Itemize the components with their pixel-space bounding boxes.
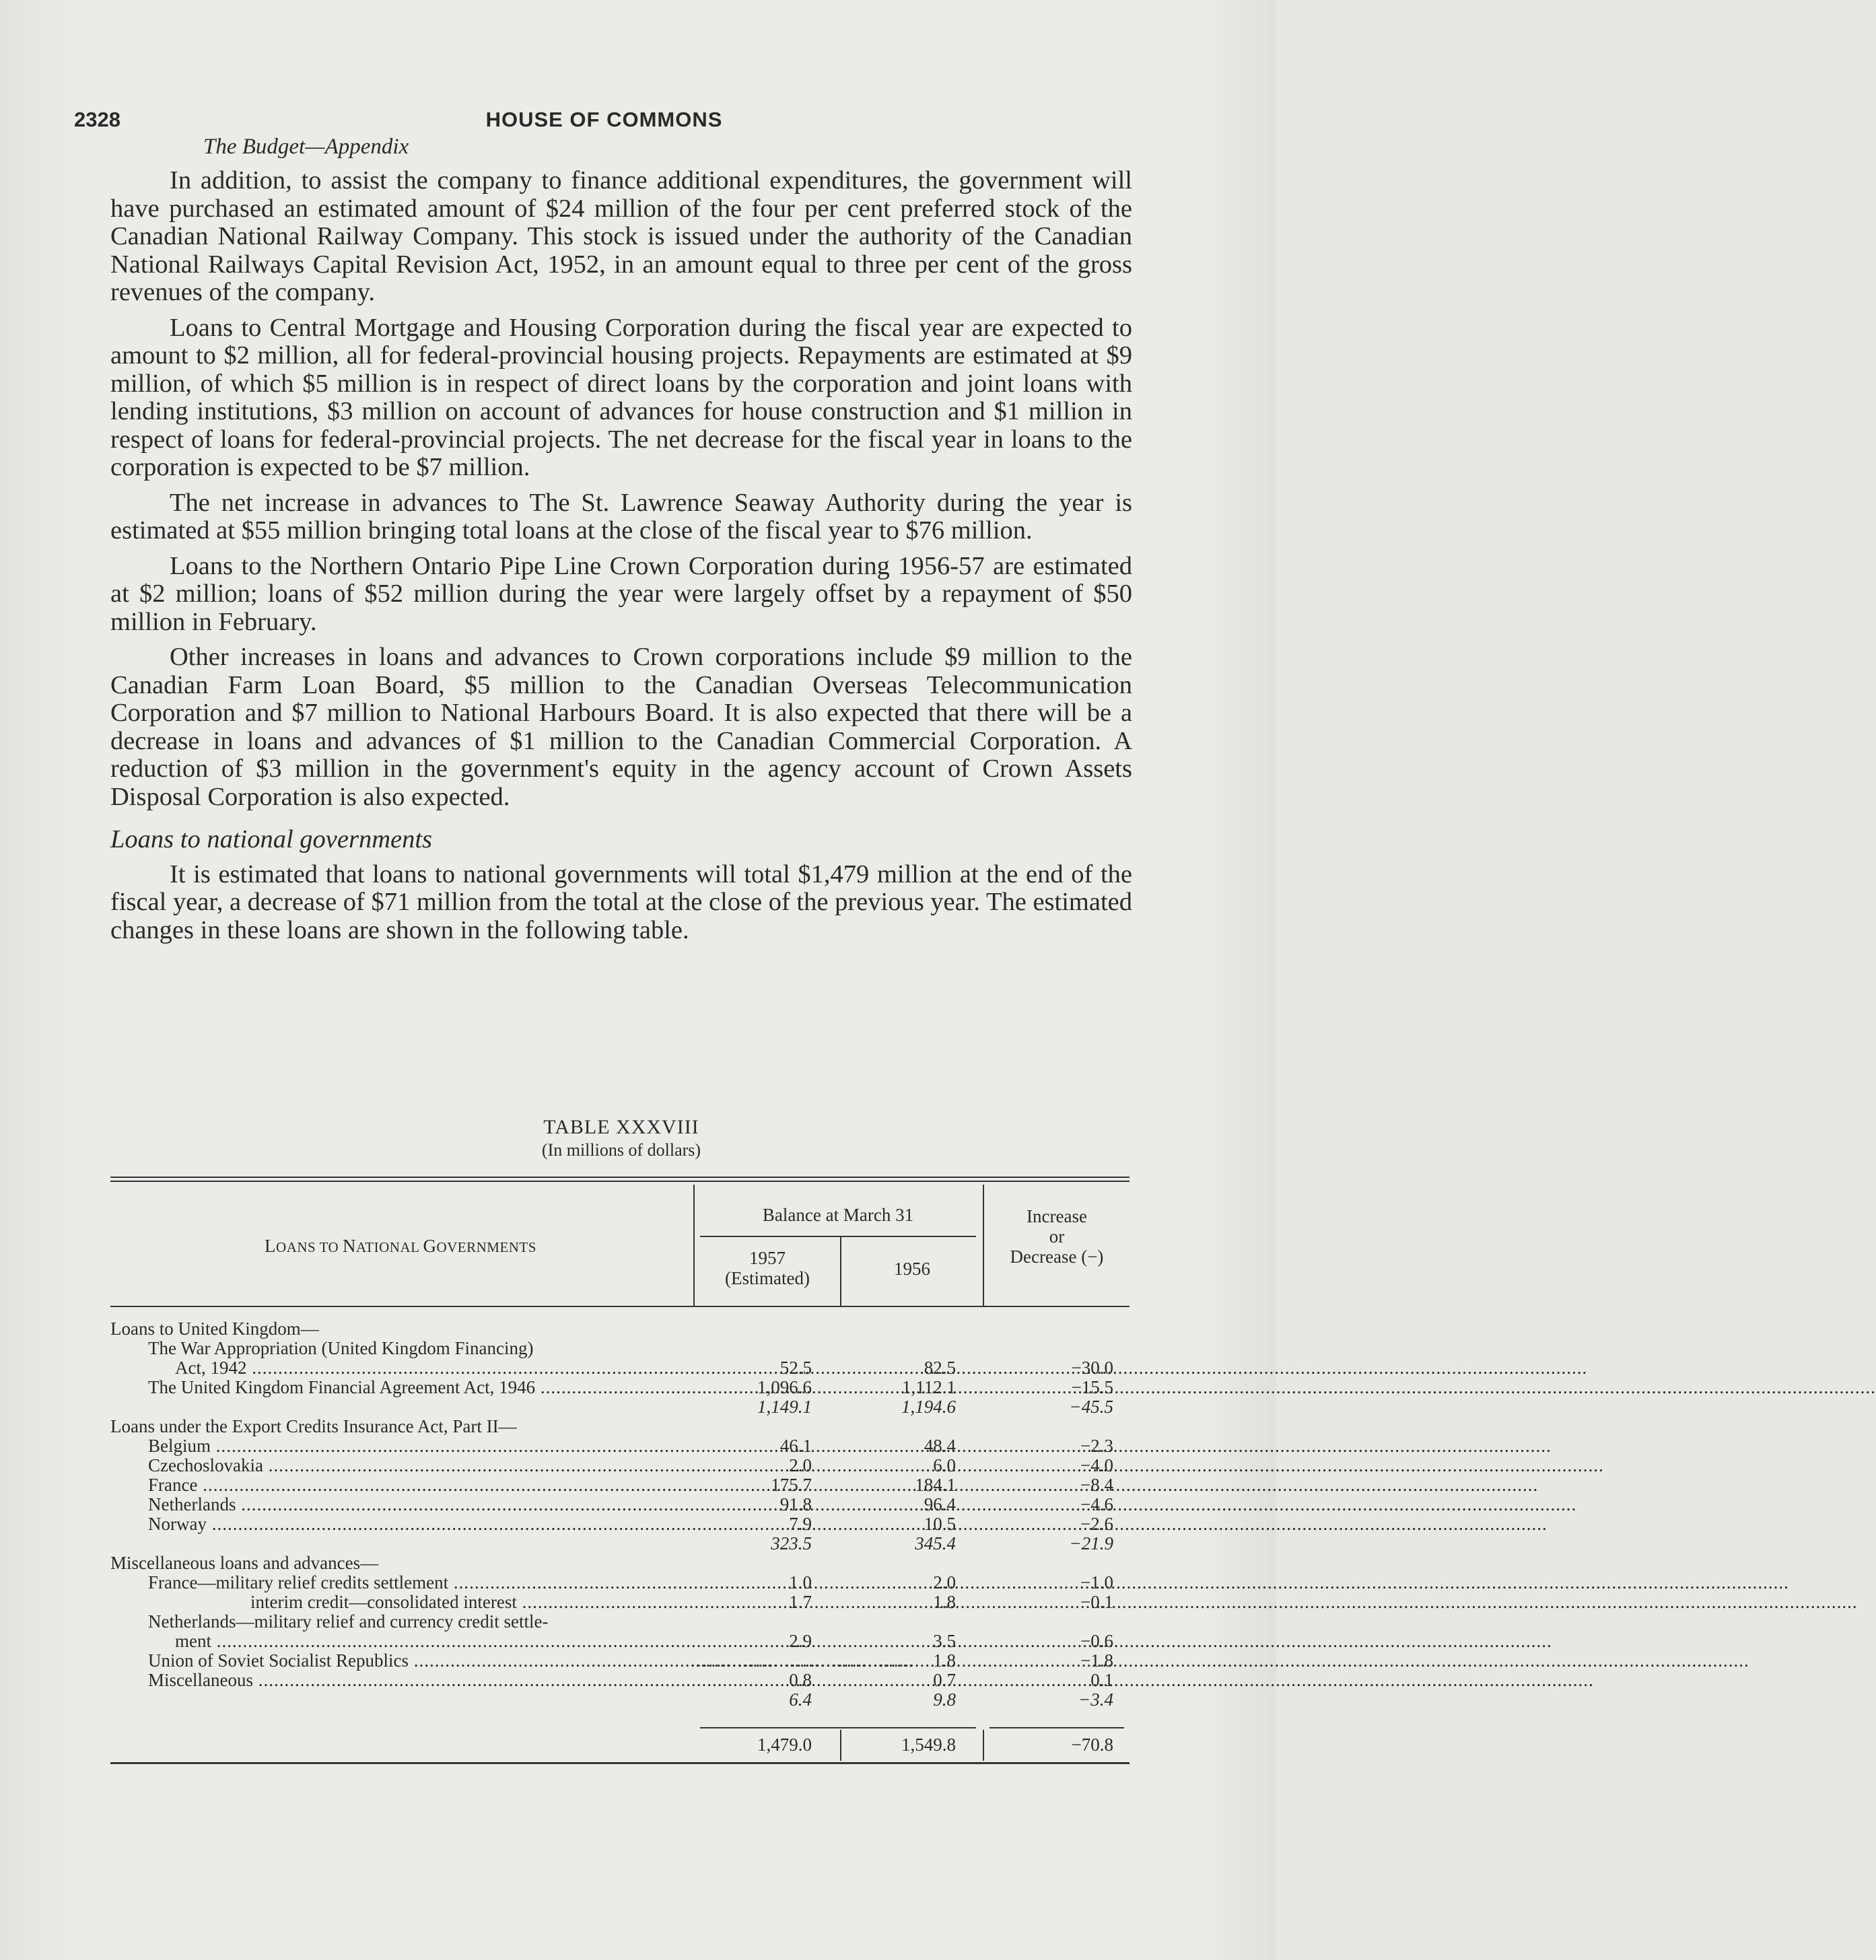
- table-row: Loans under the Export Credits Insurance Act, Part II—: [110, 1416, 517, 1436]
- col-1957-header: 1957 (Estimated): [725, 1248, 810, 1288]
- header-bottom-rule: [110, 1306, 1130, 1307]
- table-row: Netherlands—military relief and currency credit settle-: [148, 1611, 549, 1632]
- table-caption: [110, 1116, 1132, 1160]
- paragraph: Loans to Central Mortgage and Housing Corporation during the fiscal year are expected to amount to $2 million, all for federal-provincial housing projects. Repayments are estimated at $9 million, of which $5 million is in respect of direct loans by the corporation and joint loans with lending institutions, $3 million on account of advances for house construction and $1 million in respect of loans for federal-provincial projects. The net decrease for the fiscal year in loans to the corporation is expected to be $7 million.: [110, 313, 1132, 481]
- balance-header-rule: [700, 1236, 976, 1237]
- table-subtitle: (In millions of dollars): [541, 1140, 701, 1160]
- table-row: Loans to United Kingdom—: [110, 1319, 319, 1339]
- balance-header: Balance at March 31: [762, 1205, 914, 1225]
- table-top-rule: [110, 1177, 1130, 1178]
- total-row: 1,479.0 1,549.8 −70.8: [757, 1735, 1113, 1755]
- paragraph: The net increase in advances to The St. Lawrence Seaway Authority during the year is estimated at $55 million bringing total loans at the close of the fiscal year to $76 million.: [110, 488, 1132, 545]
- table-row: Netherlands ..... 91.8 96.4 −4.6: [110, 1495, 1130, 1514]
- body-text: [110, 167, 1132, 952]
- table-row: Norway ..... 7.9 10.5 −2.6: [110, 1514, 1130, 1534]
- table-body: [110, 1319, 1130, 1710]
- table-row: Act, 1942 ..... 52.5 82.5 −30.0: [110, 1358, 1130, 1378]
- subtotal-row: 6.4 9.8 −3.4: [789, 1689, 1113, 1710]
- table-row: France ..... 175.7 184.1 −8.4: [110, 1475, 1130, 1495]
- table-row: Union of Soviet Socialist Republics ..... ...................................... 1.8 −1.8: [110, 1651, 1130, 1671]
- table-title: TABLE XXXVIII: [543, 1116, 699, 1138]
- table-row: The United Kingdom Financial Agreement Act, 1946 ..... 1,096.6 1,112.1 −15.5: [110, 1378, 1130, 1397]
- section-subtitle: The Budget—Appendix: [203, 135, 409, 159]
- total-rule: [700, 1727, 976, 1728]
- table-row: Czechoslovakia ..... 2.0 6.0 −4.0: [110, 1456, 1130, 1475]
- total-rule: [989, 1727, 1124, 1728]
- paragraph: Other increases in loans and advances to Crown corporations include $9 million to the Canadian Farm Loan Board, $5 million to the Canadian Overseas Telecommunication Corporation and $7 million to National Harbours Board. It is also expected that there will be a decrease in loans and advances of $1 million to the Canadian Commercial Corporation. A reduction of $3 million in the government's equity in the agency account of Crown Assets Disposal Corporation is also expected.: [110, 643, 1132, 811]
- table-row: The War Appropriation (United Kingdom Financing): [148, 1338, 534, 1358]
- subtotal-row: 323.5 345.4 −21.9: [771, 1533, 1113, 1553]
- table-bottom-rule: [110, 1762, 1130, 1764]
- table-top-rule-2: [110, 1181, 1130, 1182]
- col-change-header: Increase or Decrease (−): [1010, 1206, 1104, 1267]
- table-row: Miscellaneous ..... 0.8 0.7 0.1: [110, 1671, 1130, 1690]
- empty-cell-leader: ......................................: [691, 1650, 915, 1671]
- table-row: Miscellaneous loans and advances—: [110, 1553, 379, 1573]
- table-row: interim credit—consolidated interest ..... 1.7 1.8 −0.1: [110, 1593, 1130, 1612]
- paragraph: It is estimated that loans to national governments will total $1,479 million at the end of the fiscal year, a decrease of $71 million from the total at the close of the previous year. The estimated changes in these loans are shown in the following table.: [110, 860, 1132, 944]
- table-row: Belgium ..... 46.1 48.4 −2.3: [110, 1436, 1130, 1456]
- running-title: HOUSE OF COMMONS: [485, 108, 723, 131]
- page-number: 2328: [74, 108, 120, 131]
- subtotal-row: 1,149.1 1,194.6 −45.5: [757, 1397, 1113, 1417]
- paragraph: In addition, to assist the company to finance additional expenditures, the government will have purchased an estimated amount of $24 million of the four per cent preferred stock of the Canadian National Railway Company. This stock is issued under the authority of the Canadian National Railways Capital Revision Act, 1952, in an amount equal to three per cent of the gross revenues of the company.: [110, 166, 1132, 306]
- table-row: France—military relief credits settlement ..... 1.0 2.0 −1.0: [110, 1573, 1130, 1593]
- col-1956-header: 1956: [894, 1259, 930, 1279]
- page-header: [74, 108, 1134, 136]
- paragraph: Loans to the Northern Ontario Pipe Line Crown Corporation during 1956-57 are estimated at $2 million; loans of $52 million during the year were largely offset by a repayment of $50 million in February.: [110, 551, 1132, 636]
- section-heading: Loans to national governments: [110, 825, 433, 853]
- loans-table: [110, 1177, 1130, 1769]
- table-row: ment ..... 2.9 3.5 −0.6: [110, 1632, 1130, 1651]
- stub-header: LOANS TO NATIONAL GOVERNMENTS: [265, 1236, 536, 1256]
